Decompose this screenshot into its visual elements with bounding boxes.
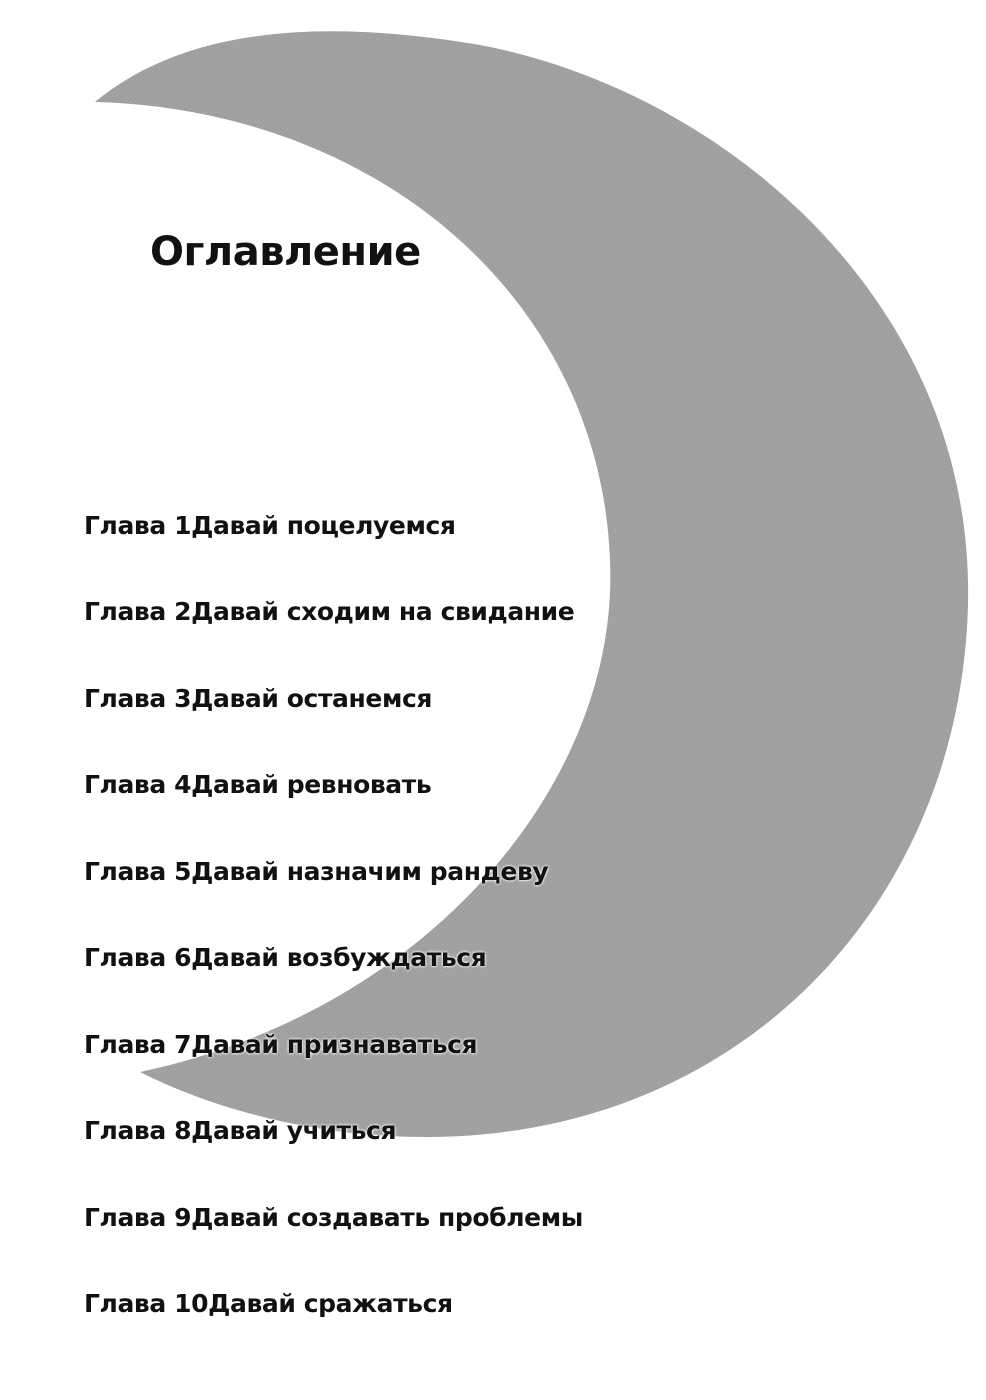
chapter-item-5 bbox=[84, 854, 548, 890]
chapter-title: Давай назначим рандеву bbox=[191, 857, 549, 886]
chapter-number: Глава 7 bbox=[84, 1030, 192, 1059]
chapter-number: Глава 2 bbox=[84, 597, 192, 626]
chapter-item-7 bbox=[84, 1027, 477, 1063]
chapter-title: Давай возбуждаться bbox=[191, 943, 487, 972]
chapter-title: Давай признаваться bbox=[191, 1030, 478, 1059]
chapter-item-4 bbox=[84, 767, 431, 803]
chapter-number: Глава 10 bbox=[84, 1289, 209, 1318]
chapter-title: Давай поцелуемся bbox=[191, 511, 456, 540]
chapter-title: Давай создавать проблемы bbox=[191, 1203, 583, 1232]
chapter-title: Давай сражаться bbox=[208, 1289, 453, 1318]
page-title: Оглавление bbox=[150, 229, 421, 275]
chapter-number: Глава 1 bbox=[84, 511, 192, 540]
chapter-number: Глава 3 bbox=[84, 684, 192, 713]
chapter-title: Давай ревновать bbox=[191, 770, 432, 799]
chapter-item-9 bbox=[84, 1200, 583, 1236]
chapter-title: Давай учиться bbox=[191, 1116, 397, 1145]
chapter-number: Глава 9 bbox=[84, 1203, 192, 1232]
chapter-number: Глава 6 bbox=[84, 943, 192, 972]
chapter-item-2 bbox=[84, 594, 574, 630]
chapter-item-6 bbox=[84, 940, 486, 976]
chapter-item-8 bbox=[84, 1113, 396, 1149]
chapter-item-3 bbox=[84, 681, 432, 717]
chapter-title: Давай сходим на свидание bbox=[191, 597, 575, 626]
chapter-number: Глава 4 bbox=[84, 770, 192, 799]
chapter-title: Давай останемся bbox=[191, 684, 433, 713]
chapter-number: Глава 8 bbox=[84, 1116, 192, 1145]
chapter-number: Глава 5 bbox=[84, 857, 192, 886]
chapter-item-10 bbox=[84, 1286, 453, 1322]
chapter-item-1 bbox=[84, 508, 456, 544]
